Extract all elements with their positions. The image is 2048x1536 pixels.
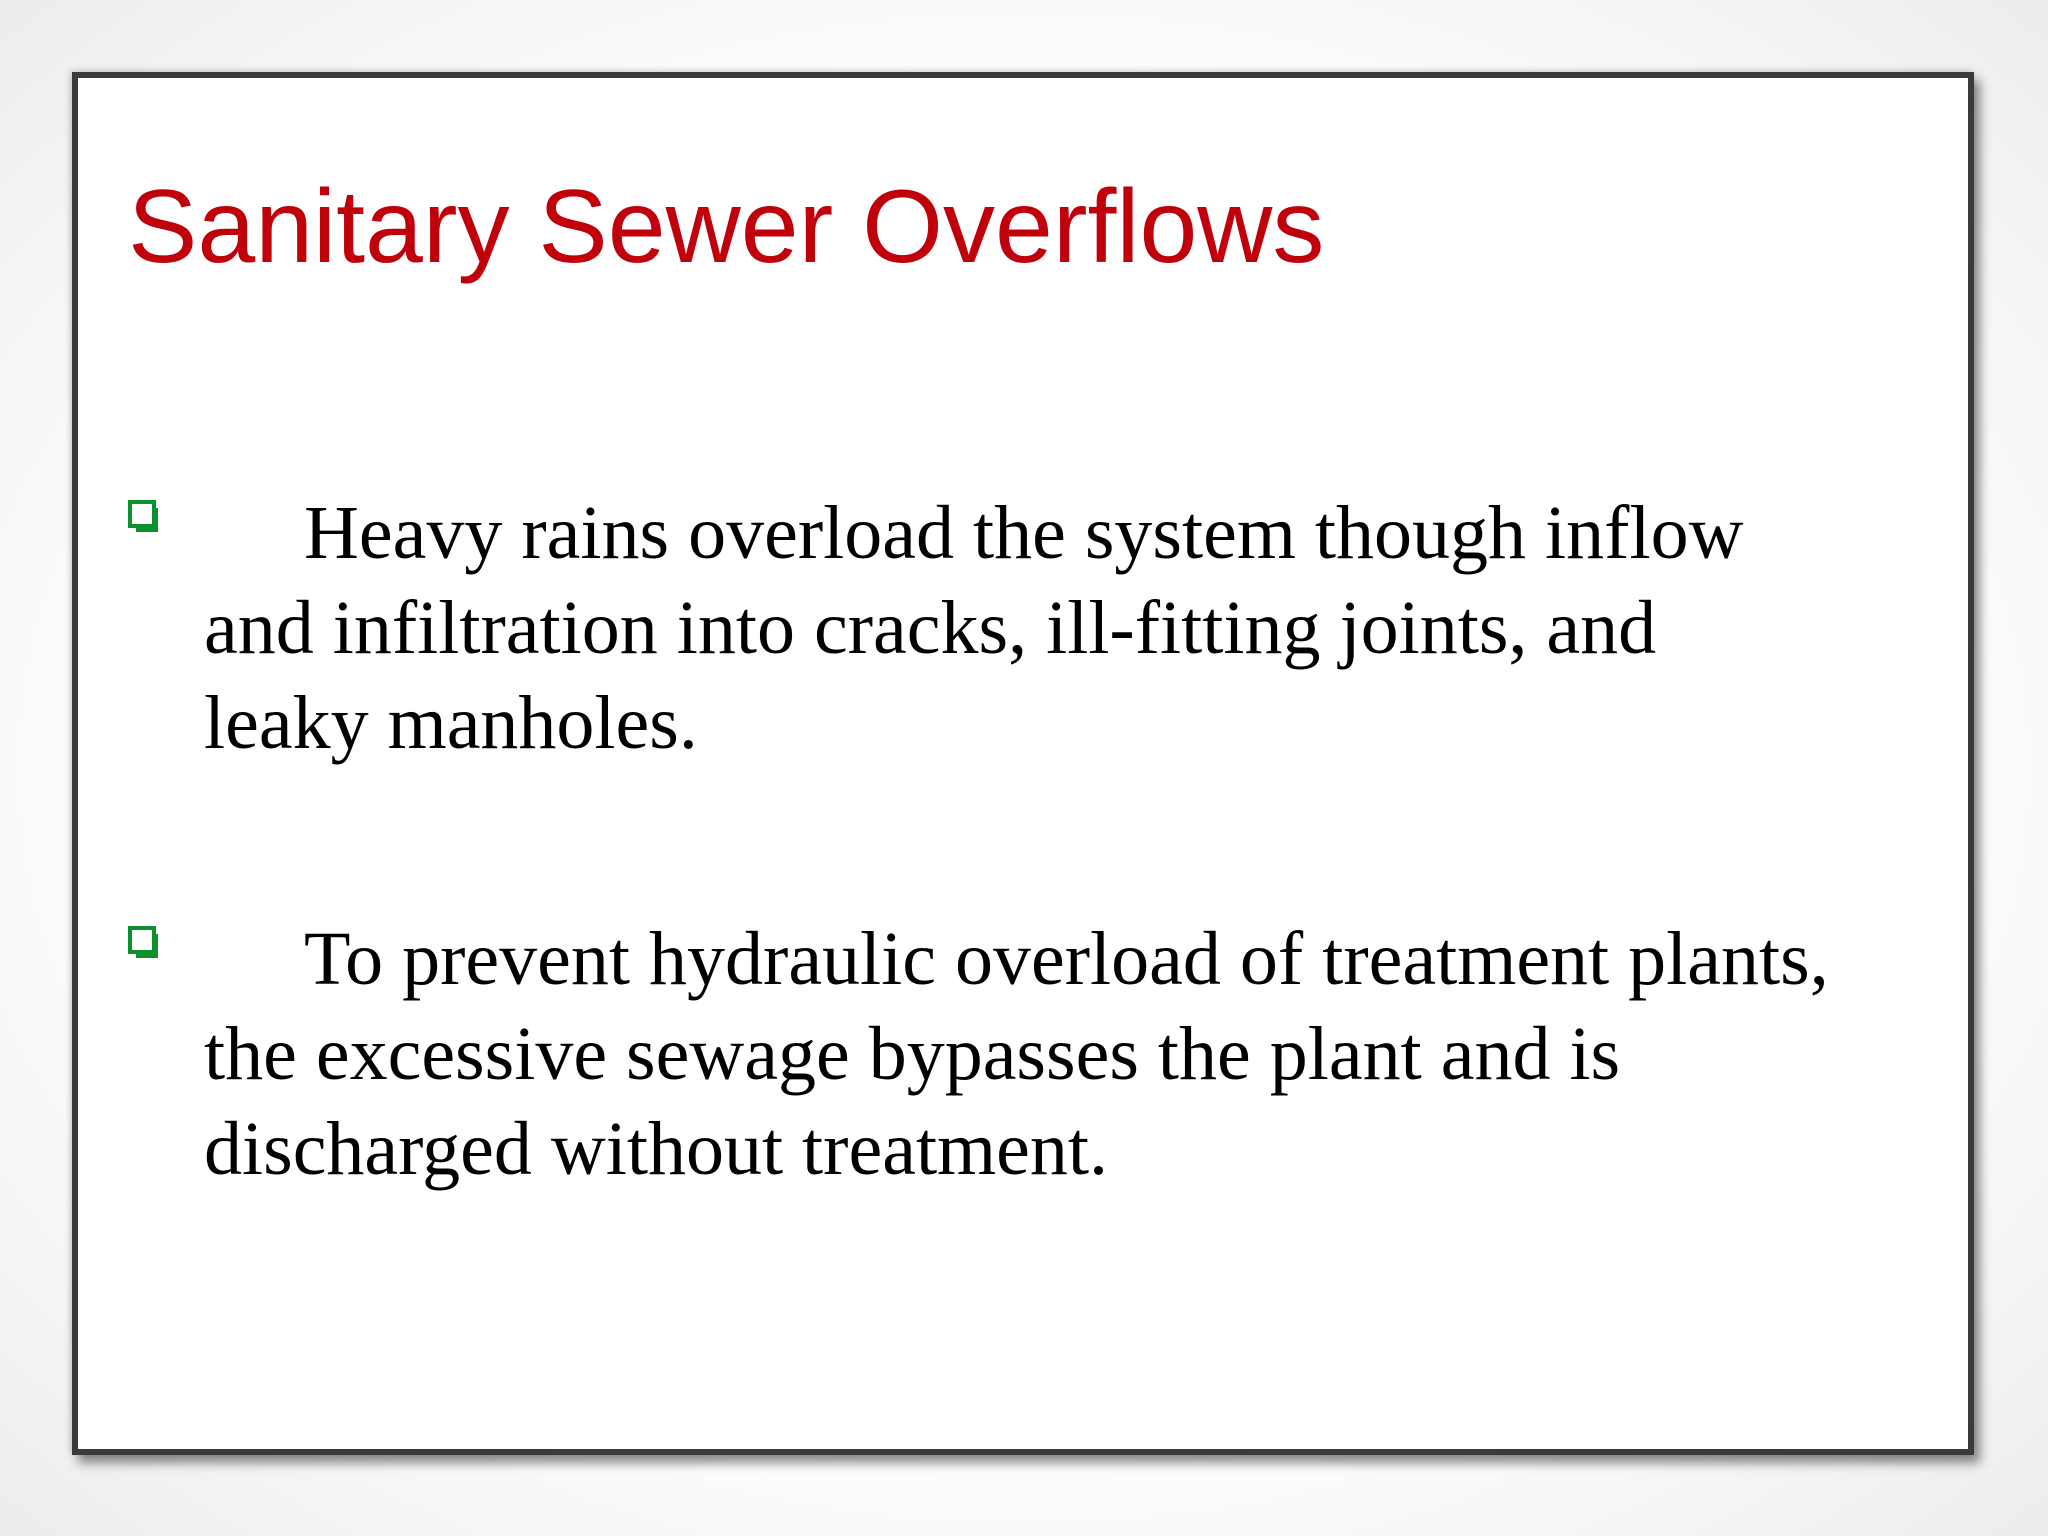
bullet-line: leaky manholes. <box>204 681 698 765</box>
bullet-line: Heavy rains overload the system though inflow <box>304 491 1744 575</box>
slide <box>72 72 1974 1455</box>
bullet-text <box>128 912 1928 1197</box>
bullet-line: and infiltration into cracks, ill-fitting joints, and <box>204 586 1657 670</box>
bullet-text <box>128 486 1928 771</box>
bullet-item <box>128 486 1928 771</box>
slide-title: Sanitary Sewer Overflows <box>128 169 1325 285</box>
bullet-line: the excessive sewage bypasses the plant and is <box>204 1012 1621 1096</box>
bullet-line: To prevent hydraulic overload of treatment plants, <box>304 917 1829 1001</box>
checkbox-bullet-icon <box>128 926 162 960</box>
bullet-line: discharged without treatment. <box>204 1107 1109 1191</box>
bullet-item <box>128 912 1928 1197</box>
checkbox-bullet-icon <box>128 500 162 534</box>
